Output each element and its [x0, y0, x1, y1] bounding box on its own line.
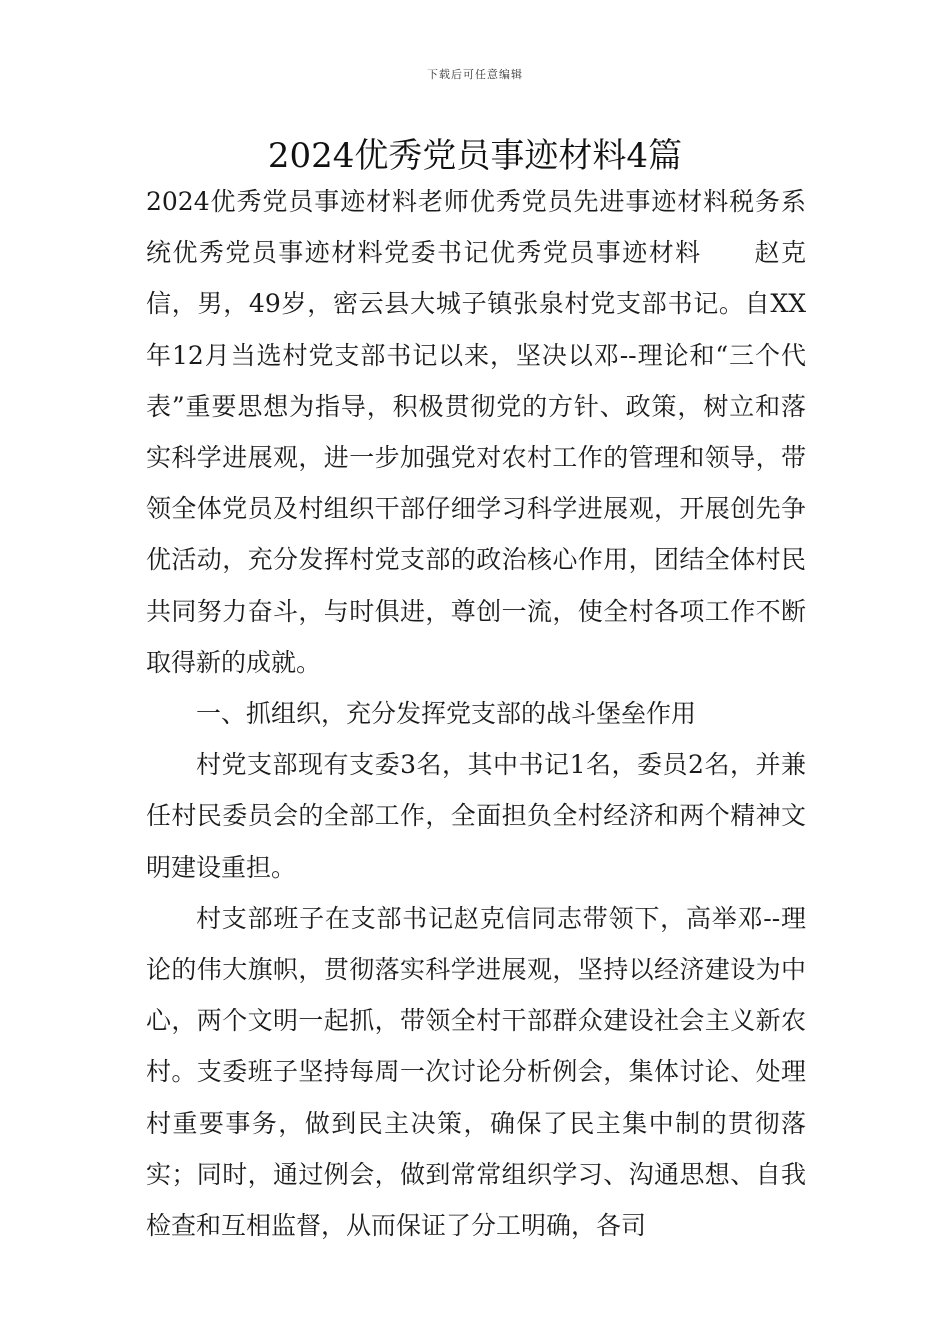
paragraph-leadership: 村支部班子在支部书记赵克信同志带领下，高举邓--理论的伟大旗帜，贯彻落实科学进展观，坚持以经济建设为中心，两个文明一起抓，带领全村干部群众建设社会主义新农村。支委班子坚持每周一次讨论分析例会，集体讨论、处理村重要事务，做到民主决策，确保了民主集中制的贯彻落实；同时，通过例会，做到常常组织学习、沟通思想、自我检查和互相监督，从而保证了分工明确，各司 [146, 903, 806, 1241]
document-title: 2024优秀党员事迹材料4篇 [267, 136, 683, 176]
section-heading: 一、抓组织，充分发挥党支部的战斗堡垒作用 [196, 699, 697, 729]
document-body [146, 176, 806, 1251]
paragraph-intro: 2024优秀党员事迹材料老师优秀党员先进事迹材料税务系统优秀党员事迹材料党委书记优秀党员事迹材料 赵克信，男，49岁，密云县大城子镇张泉村党支部书记。自XX年12月当选村党支部书记以来，坚决以邓--理论和“三个代表”重要思想为指导，积极贯彻党的方针、政策，树立和落实科学进展观，进一步加强党对农村工作的管理和领导，带领全体党员及村组织干部仔细学习科学进展观，开展创先争优活动，充分发挥村党支部的政治核心作用，团结全体村民共同努力奋斗，与时俱进，尊创一流，使全村各项工作不断取得新的成就。 [146, 187, 806, 677]
header-note: 下载后可任意编辑 [427, 68, 523, 81]
paragraph-committee: 村党支部现有支委3名，其中书记1名，委员2名，并兼任村民委员会的全部工作，全面担负全村经济和两个精神文明建设重担。 [146, 750, 806, 882]
